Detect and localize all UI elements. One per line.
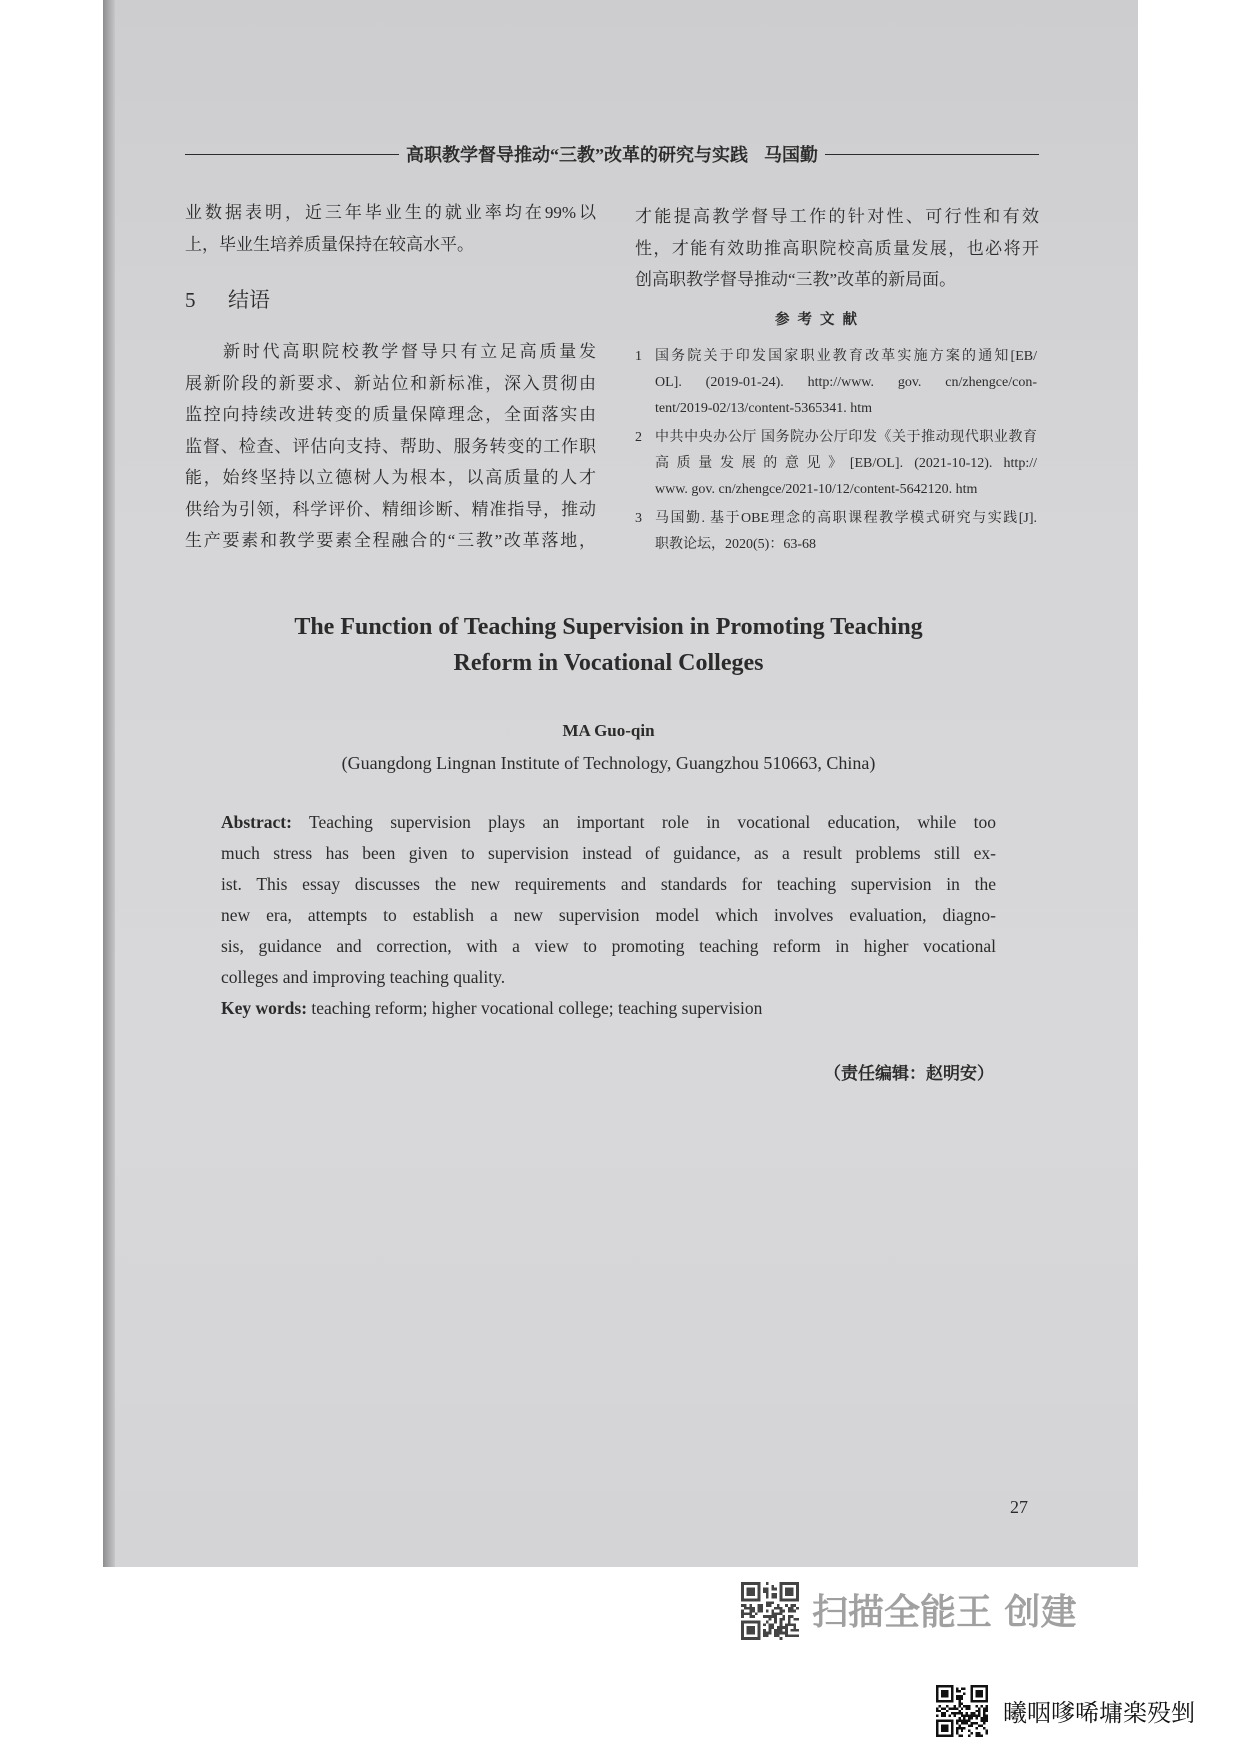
- reference-line: 中共中央办公厅 国务院办公厅印发《关于推动现代职业教育: [655, 430, 1037, 445]
- body-line: 新时代高职院校教学督导只有立足高质量发: [223, 342, 596, 361]
- section-number: 5: [185, 288, 196, 312]
- page-number: 27: [1010, 1497, 1028, 1517]
- watermark-text: 扫描全能王 创建: [812, 1592, 1077, 1633]
- running-header: [185, 141, 1039, 167]
- keywords-line: [221, 993, 996, 1024]
- english-abstract: [221, 807, 996, 1024]
- body-line: 监控向持续改进转变的质量保障理念，全面落实由: [185, 405, 596, 424]
- body-line: 才能提高教学督导工作的针对性、可行性和有效: [635, 207, 1039, 226]
- english-title-line: The Function of Teaching Supervision in Promoting Teaching: [294, 614, 923, 640]
- reference-line: 高质量发展的意见》[EB/OL]. (2021-10-12). http://: [655, 456, 1037, 471]
- body-line: 上，毕业生培养质量保持在较高水平。: [185, 234, 474, 254]
- abstract-line: ist. This essay discusses the new requirements and standards for teaching supervision in the: [221, 874, 996, 894]
- body-line: 供给为引领，科学评价、精细诊断、精准指导，推动: [185, 499, 596, 519]
- reference-number: 1: [635, 349, 642, 364]
- english-title-line: Reform in Vocational Colleges: [453, 650, 764, 676]
- qr-code-icon: [741, 1582, 799, 1640]
- body-line: 监督、检查、评估向支持、帮助、服务转变的工作职: [185, 436, 596, 456]
- abstract-line: [221, 807, 996, 838]
- abstract-label: Abstract:: [221, 812, 292, 832]
- reference-line: tent/2019-02/13/content-5365341. htm: [655, 401, 872, 416]
- reference-line: 马国勤. 基于OBE理念的高职课程教学模式研究与实践[J].: [655, 511, 1037, 526]
- keywords-text: teaching reform; higher vocational college; teaching supervision: [311, 998, 763, 1018]
- running-author: 马国勤: [764, 145, 818, 165]
- scan-shadow-edge: [103, 0, 115, 1567]
- reference-item: [635, 344, 1039, 422]
- keywords-label: Key words:: [221, 998, 308, 1018]
- reference-line: www. gov. cn/zhengce/2021-10/12/content-5642120. htm: [655, 482, 978, 497]
- section-heading: [185, 286, 270, 314]
- body-line: 展新阶段的新要求、新站位和新标准，深入贯彻由: [185, 373, 596, 393]
- running-title-text: [399, 141, 825, 167]
- body-line: 业数据表明，近三年毕业生的就业率均在99%以: [185, 203, 596, 222]
- header-rule-right: [825, 154, 1039, 155]
- reference-item: [635, 425, 1039, 503]
- body-line: 创高职教学督导推动“三教”改革的新局面。: [635, 270, 957, 289]
- references-heading: 参考文献: [775, 312, 865, 328]
- running-title: 高职教学督导推动“三教”改革的研究与实践: [406, 145, 748, 165]
- abstract-line: colleges and improving teaching quality.: [221, 967, 506, 987]
- right-column-continuation: [635, 201, 1039, 296]
- reference-line: 职教论坛，2020(5)：63-68: [655, 537, 816, 552]
- reference-line: 国务院关于印发国家职业教育改革实施方案的通知[EB/: [655, 349, 1037, 364]
- footer-stamp-text: 曦咽嗲唏墉楽殁剉: [1003, 1699, 1195, 1727]
- body-line: 生产要素和教学要素全程融合的“三教”改革落地，: [185, 531, 596, 550]
- conclusion-paragraph: [185, 336, 596, 557]
- english-title: [221, 609, 996, 681]
- reference-line: OL]. (2019-01-24). http://www. gov. cn/zhengce/con-: [655, 375, 1037, 390]
- reference-number: 3: [635, 511, 642, 526]
- body-line: 性，才能有效助推高职院校高质量发展，也必将开: [635, 238, 1039, 258]
- abstract-line: sis, guidance and correction, with a view to promoting teaching reform in higher vocational: [221, 936, 996, 956]
- references-list: [635, 344, 1039, 561]
- english-author: MA Guo-qin: [562, 721, 655, 740]
- editor-note: （责任编辑：赵明安）: [824, 1064, 994, 1083]
- section-title: 结语: [228, 288, 270, 312]
- abstract-text: Teaching supervision plays an important role in vocational education, while too: [309, 812, 997, 832]
- left-column-intro: [185, 197, 596, 260]
- abstract-line: much stress has been given to supervision instead of guidance, as a result problems still ex-: [221, 843, 996, 863]
- header-rule-left: [185, 154, 399, 155]
- english-affiliation: (Guangdong Lingnan Institute of Technology, Guangzhou 510663, China): [341, 753, 876, 773]
- reference-item: [635, 506, 1039, 558]
- reference-number: 2: [635, 430, 642, 445]
- qr-code-icon: [936, 1685, 988, 1737]
- body-line: 能，始终坚持以立德树人为根本，以高质量的人才: [185, 468, 596, 487]
- abstract-line: new era, attempts to establish a new supervision model which involves evaluation, diagno-: [221, 905, 996, 925]
